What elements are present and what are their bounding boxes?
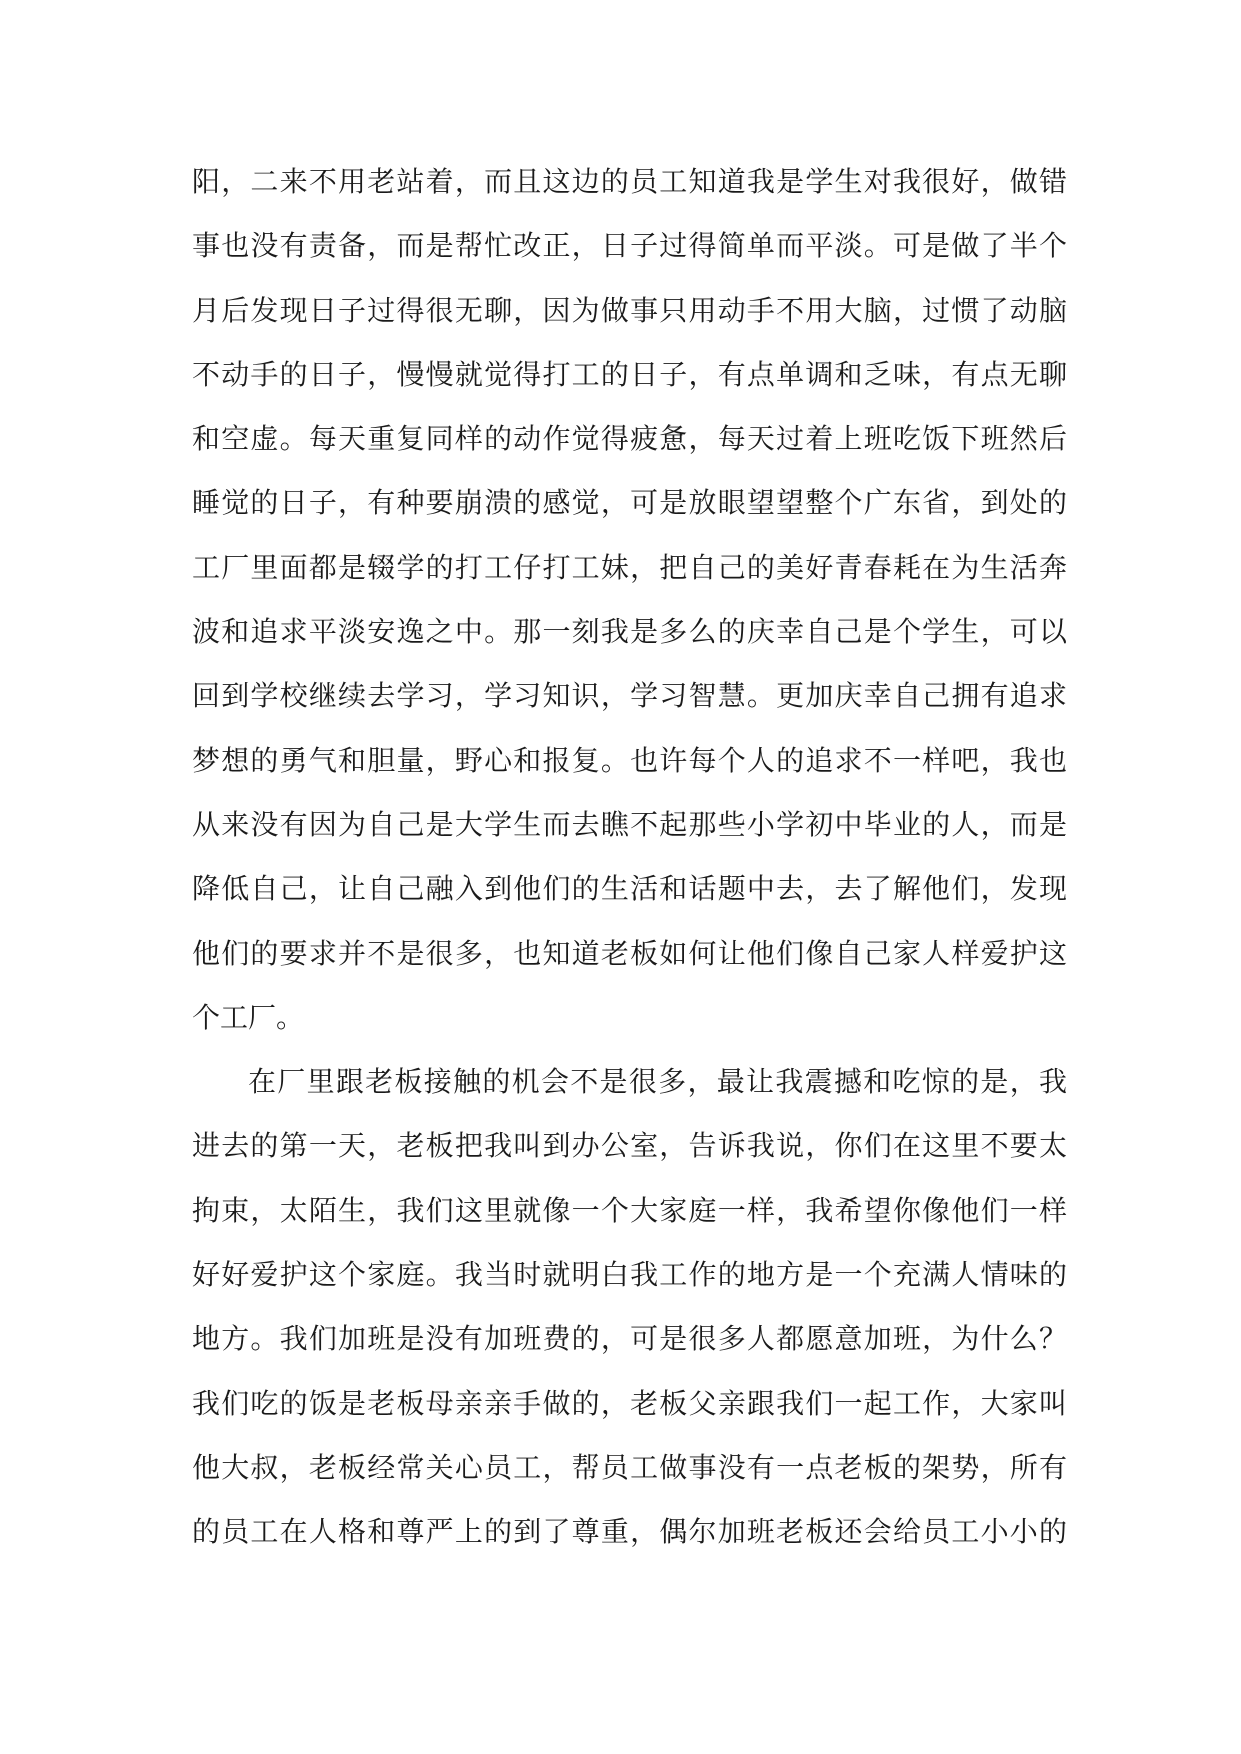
text-line: 降低自己，让自己融入到他们的生活和话题中去，去了解他们，发现 [192, 872, 1067, 906]
text-line: 工厂里面都是辍学的打工仔打工妹，把自己的美好青春耗在为生活奔 [192, 550, 1067, 584]
text-line: 拘束，太陌生，我们这里就像一个大家庭一样，我希望你像他们一样 [192, 1193, 1067, 1227]
text-line: 的员工在人格和尊严上的到了尊重，偶尔加班老板还会给员工小小的 [192, 1515, 1067, 1549]
text-line: 从来没有因为自己是大学生而去瞧不起那些小学初中毕业的人，而是 [192, 807, 1067, 841]
text-line: 波和追求平淡安逸之中。那一刻我是多么的庆幸自己是个学生，可以 [192, 615, 1067, 649]
text-line: 和空虚。每天重复同样的动作觉得疲惫，每天过着上班吃饭下班然后 [192, 422, 1067, 456]
text-line: 事也没有责备，而是帮忙改正，日子过得简单而平淡。可是做了半个 [192, 229, 1067, 263]
text-line: 睡觉的日子，有种要崩溃的感觉，可是放眼望望整个广东省，到处的 [192, 486, 1067, 520]
text-line: 地方。我们加班是没有加班费的，可是很多人都愿意加班，为什么？ [192, 1322, 1067, 1356]
text-line: 他们的要求并不是很多，也知道老板如何让他们像自己家人样爱护这 [192, 936, 1067, 970]
text-line: 梦想的勇气和胆量，野心和报复。也许每个人的追求不一样吧，我也 [192, 743, 1067, 777]
paragraph-first-line: 在厂里跟老板接触的机会不是很多，最让我震撼和吃惊的是，我 [248, 1065, 1067, 1099]
body-text [192, 150, 1067, 1565]
text-line: 阳，二来不用老站着，而且这边的员工知道我是学生对我很好，做错 [192, 165, 1067, 198]
text-line: 进去的第一天，老板把我叫到办公室，告诉我说，你们在这里不要太 [192, 1129, 1067, 1163]
text-line: 个工厂。 [192, 1000, 305, 1034]
text-line: 他大叔，老板经常关心员工，帮员工做事没有一点老板的架势，所有 [192, 1450, 1067, 1484]
text-line: 不动手的日子，慢慢就觉得打工的日子，有点单调和乏味，有点无聊 [192, 357, 1067, 391]
text-line: 好好爱护这个家庭。我当时就明白我工作的地方是一个充满人情味的 [192, 1258, 1067, 1292]
text-line: 我们吃的饭是老板母亲亲手做的，老板父亲跟我们一起工作，大家叫 [192, 1386, 1067, 1420]
text-line: 月后发现日子过得很无聊，因为做事只用动手不用大脑，过惯了动脑 [192, 293, 1067, 327]
text-line: 回到学校继续去学习，学习知识，学习智慧。更加庆幸自己拥有追求 [192, 679, 1067, 713]
